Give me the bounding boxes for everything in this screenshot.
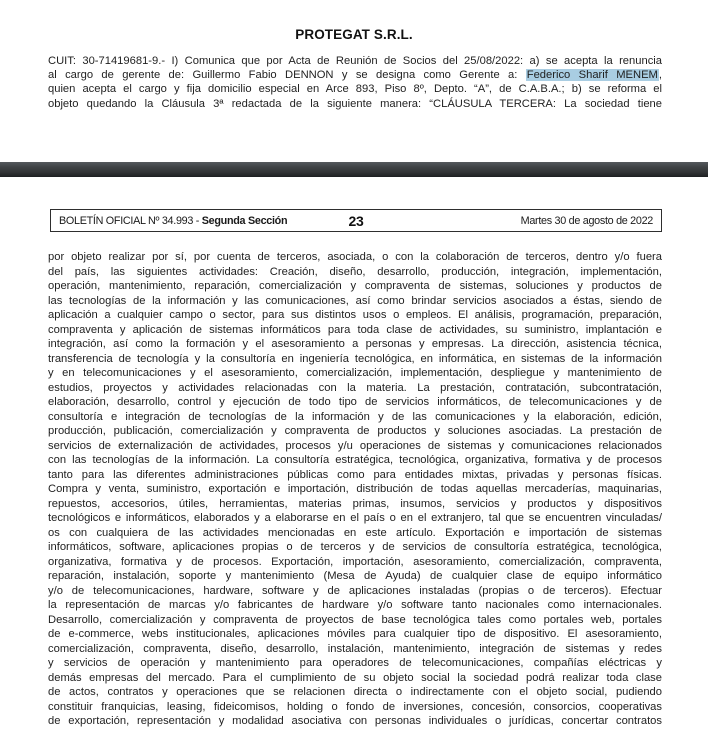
body-text-line: por objeto realizar por sí, por cuenta de terceros, asociada, o con la colaboración de terceros, dentro y/o fuera [48,251,662,263]
body-text-line: y en telecomunicaciones y el asesoramiento, comercialización, implementación, despliegue y mantenimiento de [48,367,662,379]
body-text-line: repuestos, accesorios, útiles, herramientas, materias primas, insumos, servicios y productos y dispositivos [48,497,662,510]
body-text-line: con las tecnologías de la información. La consultoría estratégica, tecnológica, organizativa, formativa y de procesos [48,454,662,466]
body-text [48,250,662,729]
notice-line: objeto quedando la Cláusula 3ª redactada de la siguiente manera: “CLÁUSULA TERCERA: La sociedad tiene [48,97,662,110]
body-text-line: servicios de externalización de actividades, procesos y/u operaciones de sistemas y comunicaciones relacionados [48,439,662,452]
body-text-line: y servicios de operación y mantenimiento para operadores de telecomunicaciones, compañías eléctricas y [48,657,662,669]
body-text-line: tanto para las diferentes administraciones públicas como para entidades mixtas, privadas y personas físicas. [48,468,662,481]
page-number: 23 [348,212,364,229]
body-text-line: constituir franquicias, leasing, fideicomisos, holding o fondo de inversiones, concesión, consorcios, cooperativas [48,700,662,713]
body-text-line: Compra y venta, suministro, exportación e importación, distribución de todas aquellas mercaderías, maquinarias, [48,483,662,495]
body-text-line: integración, así como la formación y el asesoramiento a personas y empresas. La dirección, asistencia técnica, [48,338,662,350]
boletin-title [59,215,349,227]
body-text-line: demás empresas del mercado. Para el cumplimiento de su objeto social la sociedad podrá realizar toda clase [48,671,662,684]
notice-line-pre: al cargo de gerente de: Guillermo Fabio DENNON y se designa como Gerente a: [48,69,526,82]
body-text-line: las tecnologías de la información y las comunicaciones, así como brindar servicios asociados a éstas, siendo de [48,294,662,307]
body-text-line: consultoría e integración de tecnologías de la información y de las comunicaciones y la elaboración, edición, [48,410,662,423]
notice-line: CUIT: 30-71419681-9.- I) Comunica que por Acta de Reunión de Socios del 25/08/2022: a) se acepta la renuncia [48,55,662,67]
company-title: PROTEGAT S.R.L. [295,27,413,42]
body-text-line: comercialización, compraventa, diseño, desarrollo, instalación, mantenimiento, integración de sistemas y redes [48,642,662,655]
body-text-line: aplicación a cualquier campo o sector, para sus distintos usos o empleos. El análisis, programación, preparación, [48,309,662,321]
body-text-line: operación, mantenimiento, reparación, comercialización y compraventa de sistemas, soluciones y productos de [48,280,662,292]
body-text-line: organizativa, formativa y de procesos. Exportación, importación, asesoramiento, comercialización, compraventa, [48,555,662,568]
page-separator-bar [0,162,708,177]
highlight-name: Federico Sharif MENEM [526,69,658,82]
body-text-line: de e-commerce, webs institucionales, aplicaciones móviles para cualquier tipo de dispositivo. El asesoramiento, [48,628,662,640]
body-text-line: de exportación, representación y modalidad asociativa con personas individuales o jurídicas, concertar contratos [48,715,662,727]
body-text-line: de actos, contratos y operaciones que se relacionen directa o indirectamente con el objeto social, pudiendo [48,686,662,698]
notice-line: quien acepta el cargo y fija domicilio especial en Arce 893, Piso 8º, Depto. “A”, de C.A.B.A.; b) se reforma el [48,83,662,96]
body-text-line: os con cualquiera de las actividades mencionadas en este artículo. Exportación e importación de sistemas [48,526,662,539]
page-header-box [50,209,662,232]
body-text-line: elaboración, desarrollo, control y ejecución de todo tipo de servicios informáticos, de telecomunicaciones y de [48,396,662,408]
notice-line [48,68,662,82]
boletin-title-regular: BOLETÍN OFICIAL Nº 34.993 - [59,214,202,227]
body-text-line: compraventa y aplicación de sistemas informáticos para toda clase de actividades, su suministro, implantación e [48,323,662,336]
body-text-line: reparación, instalación, soporte y mantenimiento (Mesa de Ayuda) de cualquier clase de equipo informático [48,570,662,582]
section-label: Segunda Sección [201,214,288,227]
body-text-line: Desarrollo, comercialización y compraventa de proyectos de base tecnológica tales como portales web, portales [48,613,662,626]
issue-date: Martes 30 de agosto de 2022 [520,214,654,227]
body-text-line: la representación de marcas y/o fabricantes de hardware y/o software tanto nacionales como internacionales. [48,599,662,611]
notice-paragraph [48,54,662,111]
body-text-line: informáticos, software, aplicaciones propias o de terceros y de servicios de consultoría estratégica, tecnológica, [48,541,662,553]
body-text-line: y/o de telecomunicaciones, hardware, software y de aplicaciones instaladas (propias o de terceros). Efectuar [48,584,662,597]
notice-line-post: , [658,69,662,82]
body-text-line: del país, las siguientes actividades: Creación, diseño, desarrollo, producción, integración, implementación, [48,265,662,278]
body-text-line: estudios, proyectos y actividades relacionadas con la materia. La prestación, contratación, subcontratación, [48,381,662,394]
body-text-line: producción, publicación, comercialización y compraventa de productos y soluciones asociadas. La prestación de [48,425,662,437]
body-text-line: tecnológicos e informáticos, elaborados y a elaborarse en el país o en el extranjero, tal que se encuentren vinculadas/ [48,512,662,524]
body-text-line: transferencia de tecnología y la consultoría en ingeniería tecnológica, en informática, en sistemas de la información [48,352,662,365]
